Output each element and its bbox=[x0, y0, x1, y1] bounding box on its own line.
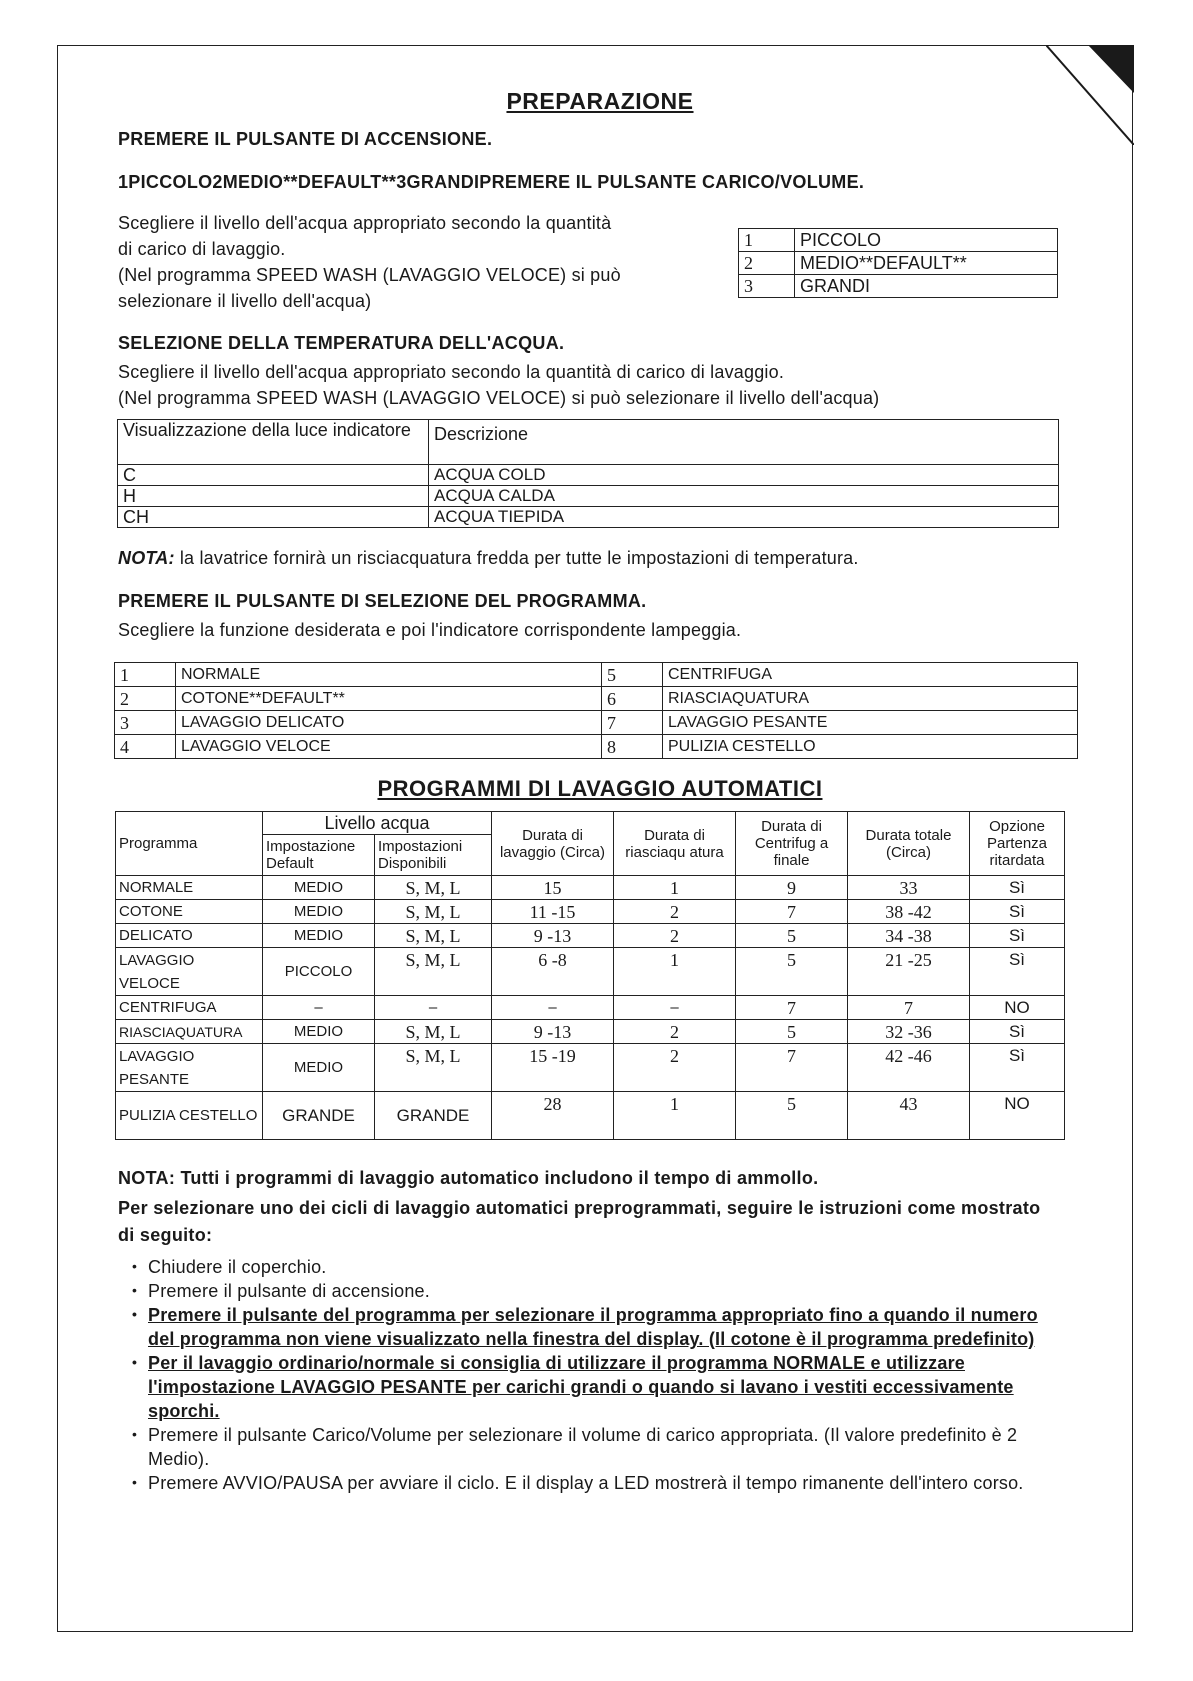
table-row: CENTRIFUGA – – – – 7 7 NO bbox=[116, 996, 1065, 1020]
table-row: 1 NORMALE 5 CENTRIFUGA bbox=[115, 663, 1078, 687]
list-item: • Chiudere il coperchio. bbox=[130, 1255, 1060, 1279]
table-row: CH ACQUA TIEPIDA bbox=[118, 507, 1059, 528]
table-row: Visualizzazione della luce indicatore Descrizione bbox=[118, 420, 1059, 465]
list-item: • Premere AVVIO/PAUSA per avviare il ciclo. E il display a LED mostrerà il tempo rimanente dell'intero corso. bbox=[130, 1471, 1060, 1495]
table-row: 4 LAVAGGIO VELOCE 8 PULIZIA CESTELLO bbox=[115, 735, 1078, 759]
soak-note: NOTA: Tutti i programmi di lavaggio automatico includono il tempo di ammollo. bbox=[118, 1168, 819, 1188]
table-row: NORMALE MEDIO S, M, L 15 1 9 33 Sì bbox=[116, 876, 1065, 900]
load-level-table bbox=[738, 228, 1058, 298]
table-row: H ACQUA CALDA bbox=[118, 486, 1059, 507]
table-row: DELICATO MEDIO S, M, L 9 -13 2 5 34 -38 Sì bbox=[116, 924, 1065, 948]
page-title: PREPARAZIONE bbox=[506, 88, 694, 114]
step-power-heading: PREMERE IL PULSANTE DI ACCENSIONE. bbox=[118, 129, 493, 149]
table-row: RIASCIAQUATURA MEDIO S, M, L 9 -13 2 5 32 -36 Sì bbox=[116, 1020, 1065, 1044]
table-row: LAVAGGIO VELOCE PICCOLO S, M, L 6 -8 1 5 21 -25 Sì bbox=[116, 948, 1065, 996]
auto-programs-title: PROGRAMMI DI LAVAGGIO AUTOMATICI bbox=[377, 776, 823, 801]
instructions-list bbox=[130, 1255, 1060, 1495]
temp-description: Scegliere il livello dell'acqua appropriato secondo la quantità di carico di lavaggio. (Nel programma SPEED WASH (LAVAGGIO VELOCE) si può selezionare il livello dell'acqua) bbox=[118, 362, 880, 408]
table-row: C ACQUA COLD bbox=[118, 465, 1059, 486]
table-header-row: Programma Livello acqua Durata di lavaggio (Circa) Durata di riasciaqu atura Durata di Centrifug a finale Durata totale (Circa) Opzione Partenza ritardata bbox=[116, 812, 1065, 835]
table-row: COTONE MEDIO S, M, L 11 -15 2 7 38 -42 Sì bbox=[116, 900, 1065, 924]
list-item: • Premere il pulsante del programma per selezionare il programma appropriato fino a quando il numero del programma non viene visualizzato nella finestra del display. (Il cotone è il programma predefinito) bbox=[130, 1303, 1060, 1351]
table-row: 3 LAVAGGIO DELICATO 7 LAVAGGIO PESANTE bbox=[115, 711, 1078, 735]
step-load-heading: 1PICCOLO2MEDIO**DEFAULT**3GRANDIPREMERE IL PULSANTE CARICO/VOLUME. bbox=[118, 172, 865, 192]
table-row: 2 MEDIO**DEFAULT** bbox=[739, 252, 1058, 275]
table-row: PULIZIA CESTELLO GRANDE GRANDE 28 1 5 43 NO bbox=[116, 1092, 1065, 1140]
table-header-row: Impostazione Default Impostazioni Disponibili bbox=[116, 835, 1065, 876]
program-heading: PREMERE IL PULSANTE DI SELEZIONE DEL PROGRAMMA. bbox=[118, 591, 647, 611]
load-description: Scegliere il livello dell'acqua appropriato secondo la quantità di carico di lavaggio. (Nel programma SPEED WASH (LAVAGGIO VELOCE) si può selezionare il livello dell'acqua) bbox=[118, 213, 621, 311]
table-row: LAVAGGIO PESANTE MEDIO S, M, L 15 -19 2 7 42 -46 Sì bbox=[116, 1044, 1065, 1092]
temp-heading: SELEZIONE DELLA TEMPERATURA DELL'ACQUA. bbox=[118, 333, 565, 353]
temperature-table bbox=[117, 419, 1059, 528]
program-table bbox=[114, 662, 1078, 759]
list-item: • Per il lavaggio ordinario/normale si consiglia di utilizzare il programma NORMALE e utilizzare l'impostazione LAVAGGIO PESANTE per carichi grandi o quando si lavano i vestiti eccessivamente sporchi. bbox=[130, 1351, 1060, 1423]
list-item: • Premere il pulsante Carico/Volume per selezionare il volume di carico appropriata. (Il valore predefinito è 2 Medio). bbox=[130, 1423, 1060, 1471]
table-row: 2 COTONE**DEFAULT** 6 RIASCIAQUATURA bbox=[115, 687, 1078, 711]
table-row: 3 GRANDI bbox=[739, 275, 1058, 298]
auto-programs-table bbox=[115, 811, 1065, 1140]
program-description: Scegliere la funzione desiderata e poi l'indicatore corrispondente lampeggia. bbox=[118, 620, 742, 640]
list-item: • Premere il pulsante di accensione. bbox=[130, 1279, 1060, 1303]
temperature-note: NOTA: la lavatrice fornirà un risciacquatura fredda per tutte le impostazioni di temperatura. bbox=[118, 548, 859, 568]
instructions-intro: Per selezionare uno dei cicli di lavaggio automatici preprogrammati, seguire le istruzioni come mostrato di seguito: bbox=[118, 1198, 1041, 1245]
table-row: 1 PICCOLO bbox=[739, 229, 1058, 252]
